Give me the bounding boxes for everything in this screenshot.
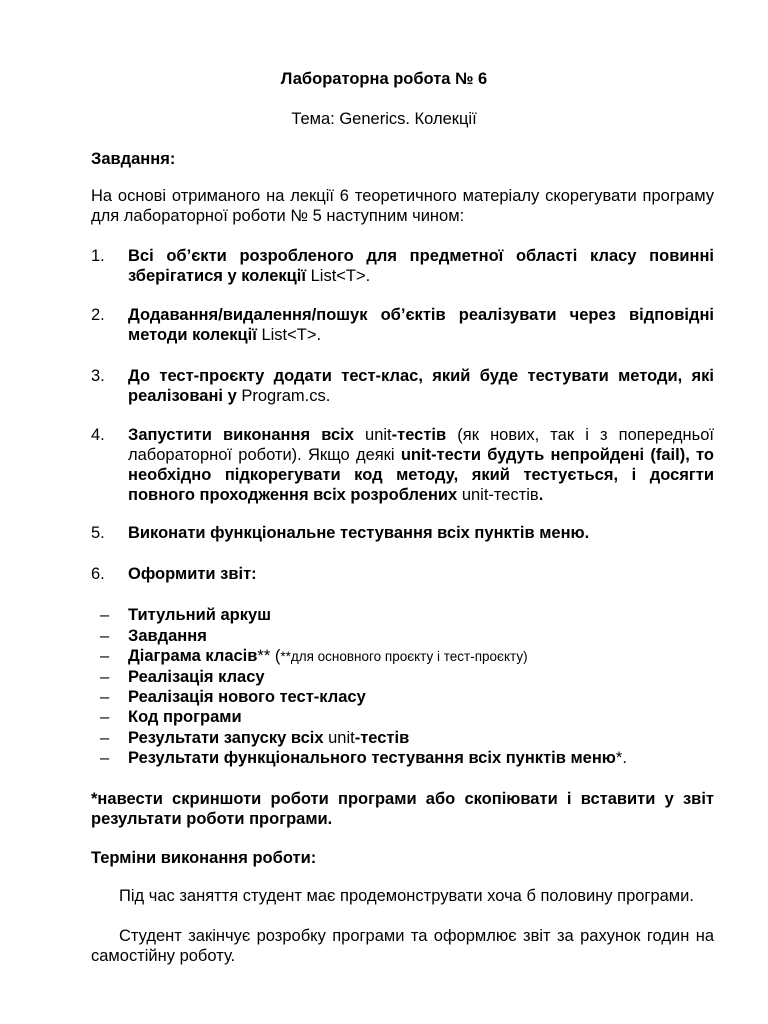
item-text: Оформити звіт:: [128, 565, 257, 583]
report-item-main: Результати запуску всіх: [128, 729, 329, 747]
item-text: [128, 305, 714, 345]
item-text: [128, 246, 714, 286]
report-item-code: [0, 707, 768, 727]
item-code: List<T>: [310, 267, 366, 285]
report-item-code: unit: [328, 729, 355, 747]
item-text-part: unit-тести будуть непройдені (fail), то необхідно підкорегувати код методу, який тестується, і досягти повного проходження всіх розроблених: [128, 446, 714, 504]
task-item-6: [0, 564, 768, 584]
report-item-class-impl: [0, 667, 768, 687]
intro-paragraph: На основі отриманого на лекції 6 теоретичного матеріалу скорегувати програму для лабораторної роботи № 5 наступним чином:: [91, 187, 714, 225]
item-text: Виконати функціональне тестування всіх пунктів меню.: [128, 524, 590, 542]
report-item-mark: ** (: [257, 647, 281, 665]
report-item-text: [128, 748, 728, 768]
report-item-text: Титульний аркуш: [128, 606, 271, 624]
item-tail: .: [325, 387, 331, 405]
dash-marker: –: [100, 647, 110, 665]
report-item-test-class: [0, 687, 768, 707]
report-item-text: Завдання: [128, 627, 207, 645]
report-item-tail: -тестів: [354, 729, 410, 747]
document-title: Лабораторна робота № 6: [280, 70, 488, 88]
item-text-normal: (як нових, так і з попередньої лабораторної роботи). Якщо деякі: [128, 426, 714, 464]
item-number: 3.: [91, 367, 105, 385]
report-item-main: Результати функціонального тестування всіх пунктів меню: [128, 749, 616, 767]
task-item-3: [0, 366, 768, 406]
item-number: 5.: [91, 524, 105, 542]
item-number: 2.: [91, 306, 105, 324]
report-item-note: **для основного проєкту і тест-проєкту): [280, 649, 528, 664]
deadline-heading: Терміни виконання роботи:: [91, 849, 317, 867]
report-item-main: Діаграма класів: [128, 647, 258, 665]
item-number: 6.: [91, 565, 105, 583]
dash-marker: –: [100, 668, 110, 686]
dash-marker: –: [100, 688, 110, 706]
dash-marker: –: [100, 729, 110, 747]
item-code: unit: [365, 426, 392, 444]
report-item-text: Код програми: [128, 708, 242, 726]
item-text-part: -тестів: [391, 426, 458, 444]
footnote: *навести скриншоти роботи програми або скопіювати і вставити у звіт результати роботи програми.: [91, 790, 714, 828]
item-tail: .: [316, 326, 322, 344]
task-item-4: [0, 425, 768, 505]
item-text: [128, 366, 714, 406]
item-number: 1.: [91, 247, 105, 265]
item-code: List<T>: [261, 326, 317, 344]
task-item-2: [0, 305, 768, 345]
item-tail: .: [365, 267, 371, 285]
document-topic: Тема: Generics. Колекції: [291, 110, 477, 128]
report-item-text: Реалізація нового тест-класу: [128, 688, 366, 706]
item-text-main: Додавання/видалення/пошук об’єктів реалізувати через відповідні методи колекції: [128, 306, 714, 344]
report-item-tail: *.: [615, 749, 627, 767]
report-item-functional-results: [0, 748, 768, 768]
report-item-class-diagram: [0, 646, 768, 666]
report-item-title-page: [0, 605, 768, 625]
item-text-part: Запустити виконання всіх: [128, 426, 366, 444]
item-code: Program.cs: [241, 387, 326, 405]
deadline-paragraph-2: Студент закінчує розробку програми та оформлює звіт за рахунок годин на самостійну роботу.: [91, 927, 714, 965]
item-text: [128, 425, 714, 505]
item-text-part: .: [538, 486, 544, 504]
item-text-main: Всі об’єкти розробленого для предметної області класу повинні зберігатися у колекції: [128, 247, 714, 285]
task-heading: Завдання:: [91, 150, 176, 168]
task-item-1: [0, 246, 768, 286]
report-item-text: Реалізація класу: [128, 668, 265, 686]
dash-marker: –: [100, 749, 110, 767]
item-text-main: До тест-проєкту додати тест-клас, який буде тестувати методи, які реалізовані у: [128, 367, 714, 405]
dash-marker: –: [100, 708, 110, 726]
report-item-text: [128, 646, 728, 667]
dash-marker: –: [100, 627, 110, 645]
deadline-paragraph-1: Під час заняття студент має продемонструвати хоча б половину програми.: [119, 887, 694, 905]
dash-marker: –: [100, 606, 110, 624]
task-item-5: [0, 523, 768, 543]
item-code: unit-тестів: [461, 486, 539, 504]
report-item-text: [128, 728, 728, 748]
report-item-unit-results: [0, 728, 768, 748]
item-number: 4.: [91, 426, 105, 444]
report-item-task: [0, 626, 768, 646]
